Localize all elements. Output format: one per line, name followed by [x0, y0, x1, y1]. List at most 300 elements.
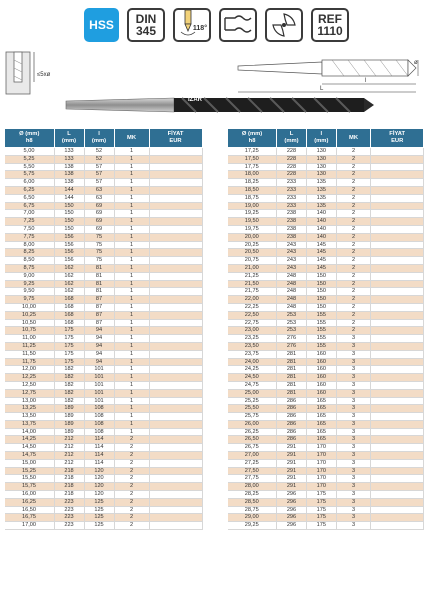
flute-length-cell: 135: [306, 186, 336, 194]
diameter-cell: 19,00: [228, 202, 277, 210]
diameter-cell: 10,50: [5, 319, 55, 327]
price-cell: [371, 210, 424, 218]
total-length-cell: 281: [277, 366, 307, 374]
table-row: [5, 257, 203, 265]
morse-taper-cell: 3: [336, 413, 371, 421]
total-length-cell: 182: [54, 366, 84, 374]
morse-taper-cell: 2: [336, 225, 371, 233]
morse-taper-cell: 3: [336, 389, 371, 397]
morse-taper-cell: 1: [114, 366, 149, 374]
price-cell: [371, 342, 424, 350]
flute-length-cell: 145: [306, 241, 336, 249]
total-length-cell: 175: [54, 358, 84, 366]
header-text: FİYAT: [167, 131, 184, 137]
header-text: FİYAT: [389, 131, 406, 137]
total-length-cell: 238: [277, 225, 307, 233]
diameter-cell: 5,25: [5, 155, 55, 163]
price-cell: [149, 428, 202, 436]
diameter-cell: 16,25: [5, 498, 55, 506]
flute-length-cell: 69: [84, 202, 114, 210]
price-cell: [371, 452, 424, 460]
table-row: [228, 405, 424, 413]
total-length-cell: 175: [54, 327, 84, 335]
price-cell: [149, 241, 202, 249]
diameter-cell: 25,25: [228, 397, 277, 405]
morse-taper-cell: 3: [336, 522, 371, 530]
price-cell: [149, 171, 202, 179]
table-row: [228, 163, 424, 171]
price-cell: [371, 436, 424, 444]
table-row: [228, 179, 424, 187]
table-row: [228, 467, 424, 475]
table-row: [5, 194, 203, 202]
total-length-cell: 212: [54, 459, 84, 467]
diameter-cell: 10,00: [5, 303, 55, 311]
total-length-cell: 168: [54, 296, 84, 304]
diameter-cell: 7,50: [5, 225, 55, 233]
morse-taper-cell: 1: [114, 397, 149, 405]
table-row: [5, 475, 203, 483]
morse-taper-cell: 3: [336, 483, 371, 491]
total-length-cell: 248: [277, 272, 307, 280]
morse-taper-cell: 3: [336, 335, 371, 343]
table-row: [228, 381, 424, 389]
flute-length-cell: 114: [84, 459, 114, 467]
diameter-cell: 10,25: [5, 311, 55, 319]
price-cell: [149, 319, 202, 327]
header-text: l: [320, 131, 323, 137]
price-cell: [149, 498, 202, 506]
flute-length-cell: 175: [306, 514, 336, 522]
diameter-cell: 8,25: [5, 249, 55, 257]
flute-length-cell: 57: [84, 171, 114, 179]
table-row: [5, 381, 203, 389]
table-row: [5, 155, 203, 163]
diameter-cell: 13,00: [5, 397, 55, 405]
table-row: [5, 350, 203, 358]
price-cell: [371, 397, 424, 405]
diameter-cell: 20,25: [228, 241, 277, 249]
cross-section-icon: [267, 10, 301, 40]
total-length-cell: 291: [277, 452, 307, 460]
din-badge: [127, 8, 165, 42]
morse-taper-cell: 2: [336, 163, 371, 171]
price-cell: [371, 202, 424, 210]
price-cell: [371, 241, 424, 249]
morse-taper-cell: 3: [336, 452, 371, 460]
price-cell: [149, 303, 202, 311]
table-row: [5, 374, 203, 382]
morse-taper-cell: 2: [336, 210, 371, 218]
morse-taper-cell: 1: [114, 241, 149, 249]
flute-length-cell: 175: [306, 491, 336, 499]
price-cell: [371, 522, 424, 530]
price-cell: [371, 413, 424, 421]
flute-length-cell: 150: [306, 296, 336, 304]
price-cell: [149, 327, 202, 335]
price-cell: [371, 319, 424, 327]
table-row: [228, 319, 424, 327]
total-length-cell: 150: [54, 202, 84, 210]
price-cell: [371, 350, 424, 358]
price-cell: [371, 483, 424, 491]
flute-length-cell: 135: [306, 179, 336, 187]
price-cell: [149, 405, 202, 413]
flute-length-cell: 135: [306, 202, 336, 210]
flute-length-cell: 135: [306, 194, 336, 202]
price-cell: [371, 148, 424, 156]
diameter-cell: 8,75: [5, 264, 55, 272]
flute-length-cell: 101: [84, 366, 114, 374]
diameter-cell: 7,75: [5, 233, 55, 241]
header-subtext: h8: [25, 138, 33, 144]
flute-length-cell: 81: [84, 280, 114, 288]
diameter-cell: 26,50: [228, 436, 277, 444]
total-length-cell: 233: [277, 179, 307, 187]
price-cell: [371, 514, 424, 522]
price-cell: [371, 366, 424, 374]
diameter-cell: 15,00: [5, 459, 55, 467]
cutting-edge-badge: [265, 8, 303, 42]
total-length-cell: 218: [54, 483, 84, 491]
morse-taper-cell: 1: [114, 381, 149, 389]
morse-taper-cell: 3: [336, 459, 371, 467]
diameter-cell: 25,75: [228, 413, 277, 421]
diameter-cell: 21,50: [228, 280, 277, 288]
flute-length-cell: 81: [84, 288, 114, 296]
flute-length-cell: 81: [84, 264, 114, 272]
morse-taper-cell: 3: [336, 475, 371, 483]
table-row: [228, 459, 424, 467]
flute-length-cell: 101: [84, 374, 114, 382]
total-length-cell: 189: [54, 428, 84, 436]
morse-taper-cell: 1: [114, 327, 149, 335]
table-row: [228, 483, 424, 491]
flute-length-cell: 160: [306, 389, 336, 397]
diameter-cell: 23,50: [228, 342, 277, 350]
flute-length-cell: 125: [84, 514, 114, 522]
diameter-cell: 18,25: [228, 179, 277, 187]
price-cell: [371, 358, 424, 366]
flute-length-cell: 150: [306, 280, 336, 288]
diameter-cell: 17,75: [228, 163, 277, 171]
morse-taper-cell: 2: [336, 257, 371, 265]
flute-length-cell: 57: [84, 179, 114, 187]
morse-taper-cell: 2: [114, 436, 149, 444]
flute-length-cell: 101: [84, 397, 114, 405]
price-cell: [149, 210, 202, 218]
diameter-cell: 20,50: [228, 249, 277, 257]
col-header-flute-length: [306, 129, 336, 148]
price-cell: [371, 311, 424, 319]
morse-taper-cell: 2: [336, 148, 371, 156]
morse-taper-cell: 1: [114, 171, 149, 179]
header-subtext: (mm): [284, 138, 299, 144]
total-length-cell: 144: [54, 194, 84, 202]
morse-taper-cell: 1: [114, 179, 149, 187]
table-row: [228, 428, 424, 436]
morse-taper-cell: 2: [336, 186, 371, 194]
morse-taper-cell: 3: [336, 444, 371, 452]
diameter-cell: 13,75: [5, 420, 55, 428]
total-length-cell: 168: [54, 319, 84, 327]
diameter-cell: 18,00: [228, 171, 277, 179]
total-length-cell: 291: [277, 475, 307, 483]
diameter-cell: 19,75: [228, 225, 277, 233]
diameter-cell: 21,00: [228, 264, 277, 272]
diameter-cell: 14,50: [5, 444, 55, 452]
price-cell: [149, 218, 202, 226]
table-row: [5, 311, 203, 319]
diameter-cell: 23,00: [228, 327, 277, 335]
table-row: [5, 335, 203, 343]
diameter-cell: 9,50: [5, 288, 55, 296]
price-cell: [149, 374, 202, 382]
header-subtext: EUR: [169, 138, 182, 144]
total-length-cell: 253: [277, 327, 307, 335]
morse-taper-cell: 3: [336, 405, 371, 413]
price-cell: [149, 264, 202, 272]
diameter-cell: 27,00: [228, 452, 277, 460]
table-row: [228, 171, 424, 179]
morse-taper-cell: 2: [114, 483, 149, 491]
twist-drill-image: [64, 92, 376, 118]
total-length-cell: 281: [277, 358, 307, 366]
total-length-cell: 296: [277, 522, 307, 530]
diameter-cell: 27,50: [228, 467, 277, 475]
total-length-cell: 162: [54, 272, 84, 280]
header-text: L: [67, 131, 71, 137]
table-row: [228, 498, 424, 506]
total-length-cell: 175: [54, 342, 84, 350]
price-cell: [371, 272, 424, 280]
flute-length-cell: 155: [306, 319, 336, 327]
diameter-cell: 25,50: [228, 405, 277, 413]
flute-length-cell: 114: [84, 452, 114, 460]
table-row: [228, 327, 424, 335]
ref-label: REF: [318, 12, 342, 26]
total-length-cell: 228: [277, 155, 307, 163]
diameter-cell: 24,00: [228, 358, 277, 366]
total-length-cell: 228: [277, 148, 307, 156]
flute-length-cell: 165: [306, 420, 336, 428]
table-row: [228, 475, 424, 483]
price-cell: [149, 436, 202, 444]
total-length-cell: 212: [54, 444, 84, 452]
price-cell: [371, 280, 424, 288]
morse-taper-cell: 1: [114, 296, 149, 304]
table-row: [5, 413, 203, 421]
price-cell: [149, 467, 202, 475]
table-row: [5, 366, 203, 374]
total-length-cell: 281: [277, 381, 307, 389]
flute-length-cell: 170: [306, 452, 336, 460]
flute-length-cell: 170: [306, 459, 336, 467]
total-length-cell: 156: [54, 241, 84, 249]
total-length-cell: 223: [54, 506, 84, 514]
flute-length-cell: 165: [306, 405, 336, 413]
diameter-cell: 17,00: [5, 522, 55, 530]
morse-taper-cell: 1: [114, 428, 149, 436]
morse-taper-cell: 1: [114, 264, 149, 272]
total-length-cell: 286: [277, 436, 307, 444]
price-cell: [149, 483, 202, 491]
hole-depth-label: ≤5xø: [37, 72, 51, 78]
price-cell: [149, 249, 202, 257]
flute-length-cell: 52: [84, 148, 114, 156]
price-cell: [149, 179, 202, 187]
price-cell: [371, 506, 424, 514]
total-length-cell: 228: [277, 163, 307, 171]
table-row: [228, 413, 424, 421]
diameter-cell: 16,50: [5, 506, 55, 514]
morse-taper-cell: 2: [114, 506, 149, 514]
price-cell: [149, 366, 202, 374]
diameter-cell: 8,50: [5, 257, 55, 265]
table-row: [228, 374, 424, 382]
table-row: [228, 218, 424, 226]
total-length-cell: 175: [54, 335, 84, 343]
total-length-cell: 182: [54, 381, 84, 389]
morse-taper-cell: 2: [336, 194, 371, 202]
flute-length-cell: 94: [84, 350, 114, 358]
total-length-cell: 276: [277, 342, 307, 350]
col-header-morse-taper: [114, 129, 149, 148]
table-row: [5, 280, 203, 288]
table-row: [5, 428, 203, 436]
flute-length-cell: 175: [306, 522, 336, 530]
table-row: [228, 389, 424, 397]
flute-length-cell: 101: [84, 381, 114, 389]
col-header-total-length: [277, 129, 307, 148]
drill-angle-badge: [173, 8, 211, 42]
morse-taper-cell: 1: [114, 202, 149, 210]
total-length-cell: 286: [277, 397, 307, 405]
total-length-cell: 296: [277, 506, 307, 514]
morse-taper-cell: 1: [114, 420, 149, 428]
price-cell: [371, 327, 424, 335]
diameter-cell: 28,25: [228, 491, 277, 499]
price-cell: [149, 186, 202, 194]
price-cell: [149, 381, 202, 389]
flute-length-cell: 94: [84, 342, 114, 350]
diameter-cell: 5,75: [5, 171, 55, 179]
morse-taper-cell: 1: [114, 288, 149, 296]
total-length-cell: 296: [277, 498, 307, 506]
total-length-cell: 248: [277, 280, 307, 288]
flute-length-cell: 145: [306, 264, 336, 272]
morse-taper-cell: 1: [114, 218, 149, 226]
flute-length-cell: 52: [84, 155, 114, 163]
diameter-cell: 11,75: [5, 358, 55, 366]
flute-length-cell: 150: [306, 303, 336, 311]
diameter-cell: 22,00: [228, 296, 277, 304]
diameter-cell: 28,50: [228, 498, 277, 506]
flute-length-cell: 87: [84, 319, 114, 327]
total-length-cell: 212: [54, 436, 84, 444]
morse-taper-cell: 3: [336, 467, 371, 475]
morse-taper-cell: 2: [114, 459, 149, 467]
flute-length-cell: 170: [306, 475, 336, 483]
morse-taper-cell: 2: [336, 319, 371, 327]
total-length-cell: 243: [277, 264, 307, 272]
table-row: [228, 522, 424, 530]
morse-taper-cell: 2: [336, 241, 371, 249]
morse-taper-cell: 1: [114, 413, 149, 421]
morse-taper-cell: 1: [114, 280, 149, 288]
price-cell: [371, 194, 424, 202]
morse-taper-cell: 3: [336, 436, 371, 444]
total-length-cell: 162: [54, 264, 84, 272]
table-row: [5, 202, 203, 210]
flute-length-cell: 130: [306, 155, 336, 163]
header-subtext: (mm): [314, 138, 329, 144]
table-row: [5, 249, 203, 257]
morse-taper-cell: 3: [336, 342, 371, 350]
table-row: [228, 148, 424, 156]
total-length-cell: 138: [54, 171, 84, 179]
price-cell: [149, 475, 202, 483]
price-cell: [149, 459, 202, 467]
diameter-cell: 19,25: [228, 210, 277, 218]
price-cell: [371, 498, 424, 506]
morse-taper-cell: 2: [336, 288, 371, 296]
total-length-cell: 243: [277, 241, 307, 249]
morse-taper-cell: 2: [336, 280, 371, 288]
price-cell: [371, 444, 424, 452]
morse-taper-cell: 2: [114, 452, 149, 460]
morse-taper-cell: 1: [114, 249, 149, 257]
total-length-cell: 228: [277, 171, 307, 179]
price-cell: [371, 459, 424, 467]
total-length-cell: 248: [277, 288, 307, 296]
header-subtext: h8: [248, 138, 256, 144]
table-row: [228, 420, 424, 428]
flute-length-cell: 81: [84, 272, 114, 280]
morse-taper-cell: 1: [114, 233, 149, 241]
table-row: [5, 233, 203, 241]
angle-label: 118°: [192, 25, 207, 32]
total-length-cell: 182: [54, 389, 84, 397]
price-cell: [371, 257, 424, 265]
price-cell: [149, 194, 202, 202]
table-row: [228, 257, 424, 265]
total-length-cell: 133: [54, 155, 84, 163]
diameter-cell: 27,25: [228, 459, 277, 467]
col-header-flute-length: [84, 129, 114, 148]
diameter-cell: 15,50: [5, 475, 55, 483]
morse-taper-cell: 2: [336, 264, 371, 272]
total-length-cell: 138: [54, 179, 84, 187]
table-row: [5, 389, 203, 397]
diameter-cell: 17,50: [228, 155, 277, 163]
price-cell: [371, 374, 424, 382]
table-row: [5, 179, 203, 187]
price-cell: [149, 233, 202, 241]
price-cell: [149, 296, 202, 304]
table-row: [5, 491, 203, 499]
table-row: [5, 303, 203, 311]
diameter-cell: 11,25: [5, 342, 55, 350]
morse-taper-cell: 2: [336, 202, 371, 210]
col-header-price: [149, 129, 202, 148]
morse-taper-cell: 1: [114, 303, 149, 311]
diameter-cell: 12,25: [5, 374, 55, 382]
table-row: [228, 436, 424, 444]
total-length-cell: 286: [277, 413, 307, 421]
flute-length-cell: 125: [84, 498, 114, 506]
diameter-cell: 18,75: [228, 194, 277, 202]
